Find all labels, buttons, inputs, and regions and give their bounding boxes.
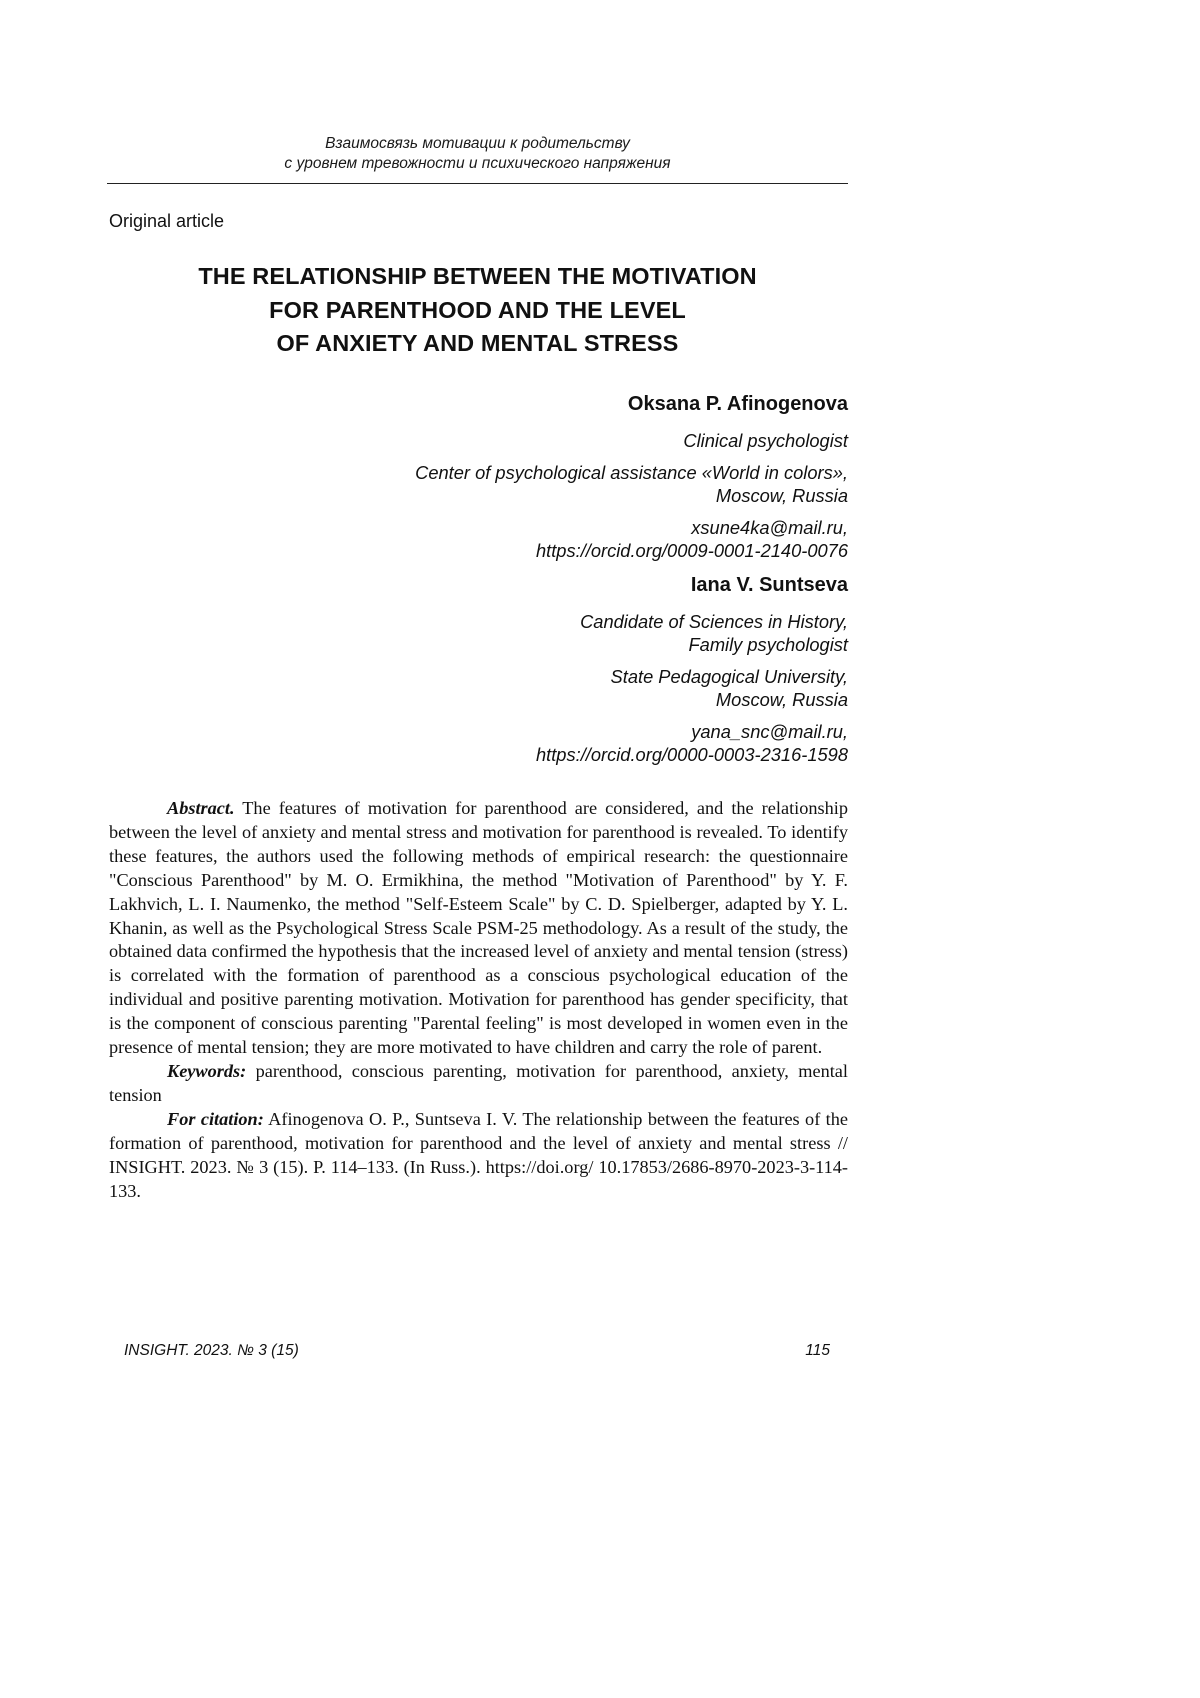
- author-contacts: [288, 516, 848, 563]
- running-head-line-2: с уровнем тревожности и психического напряжения: [107, 154, 848, 174]
- footer-page-number: 115: [805, 1341, 830, 1361]
- abstract-label: Abstract.: [167, 798, 235, 818]
- author-org-line-2: Moscow, Russia: [288, 688, 848, 712]
- running-head-line-1: Взаимосвязь мотивации к родительству: [107, 134, 848, 154]
- header-rule-divider: [107, 183, 848, 184]
- author-organization: [288, 665, 848, 712]
- abstract-text: The features of motivation for parenthood are considered, and the relationship between the level of anxiety and mental stress and motivation for parenthood is revealed. To identify these features, the authors used the following methods of empirical research: the questionnaire "Conscious Parenthood" by M. O. Ermikhina, the method "Motivation of Parenthood" by Y. F. Lakhvich, L. I. Naumenko, the method "Self-Esteem Scale" by C. D. Spielberger, adapted by Y. L. Khanin, as well as the Psychological Stress Scale PSM-25 methodology. As a result of the study, the obtained data confirmed the hypothesis that the increased level of anxiety and mental tension (stress) is correlated with the formation of parenthood as a conscious psychological education of the individual and positive parenting motivation. Motivation for parenthood has gender specificity, that is the component of conscious parenting "Parental feeling" is most developed in women even in the presence of mental tension; they are more motivated to have children and carry the role of parent.: [109, 798, 848, 1057]
- author-email-link[interactable]: yana_snc@mail.ru,: [288, 720, 848, 744]
- keywords-paragraph: [109, 1060, 848, 1108]
- author-2: [288, 571, 848, 767]
- author-orcid-link[interactable]: https://orcid.org/0000-0003-2316-1598: [288, 743, 848, 767]
- footer-journal-info: INSIGHT. 2023. № 3 (15): [124, 1341, 299, 1361]
- title-line-1: THE RELATIONSHIP BETWEEN THE MOTIVATION: [107, 260, 848, 294]
- keywords-text: parenthood, conscious parenting, motivation for parenthood, anxiety, mental tension: [109, 1061, 848, 1105]
- title-line-3: OF ANXIETY AND MENTAL STRESS: [107, 327, 848, 361]
- article-type-label: Original article: [109, 210, 224, 232]
- author-org-line-1: Center of psychological assistance «World in colors»,: [288, 461, 848, 485]
- keywords-label: Keywords:: [167, 1061, 246, 1081]
- article-page: [0, 0, 1200, 1698]
- citation-text: Afinogenova O. P., Suntseva I. V. The relationship between the features of the formation of parenthood, motivation for parenthood and the level of anxiety and mental stress // INSIGHT. 2023. № 3 (15). P. 114–133. (In Russ.). https://doi.org/ 10.17853/2686-8970-2023-3-114-133.: [109, 1109, 848, 1201]
- abstract-paragraph: [109, 797, 848, 1060]
- authors-block: [288, 390, 848, 775]
- author-position: [288, 610, 848, 657]
- author-org-line-2: Moscow, Russia: [288, 484, 848, 508]
- author-position-line-2: Family psychologist: [288, 633, 848, 657]
- author-organization: [288, 461, 848, 508]
- article-front-matter: [109, 797, 848, 1203]
- citation-label: For citation:: [167, 1109, 264, 1129]
- author-name: Iana V. Suntseva: [288, 571, 848, 599]
- author-contacts: [288, 720, 848, 767]
- citation-paragraph: [109, 1108, 848, 1204]
- running-head: [107, 134, 848, 174]
- author-name: Oksana P. Afinogenova: [288, 390, 848, 418]
- author-orcid-link[interactable]: https://orcid.org/0009-0001-2140-0076: [288, 539, 848, 563]
- author-position: [288, 429, 848, 453]
- author-email-link[interactable]: xsune4ka@mail.ru,: [288, 516, 848, 540]
- title-line-2: FOR PARENTHOOD AND THE LEVEL: [107, 294, 848, 328]
- author-org-line-1: State Pedagogical University,: [288, 665, 848, 689]
- author-1: [288, 390, 848, 563]
- article-title: [107, 260, 848, 361]
- author-position-line: Clinical psychologist: [288, 429, 848, 453]
- author-position-line-1: Candidate of Sciences in History,: [288, 610, 848, 634]
